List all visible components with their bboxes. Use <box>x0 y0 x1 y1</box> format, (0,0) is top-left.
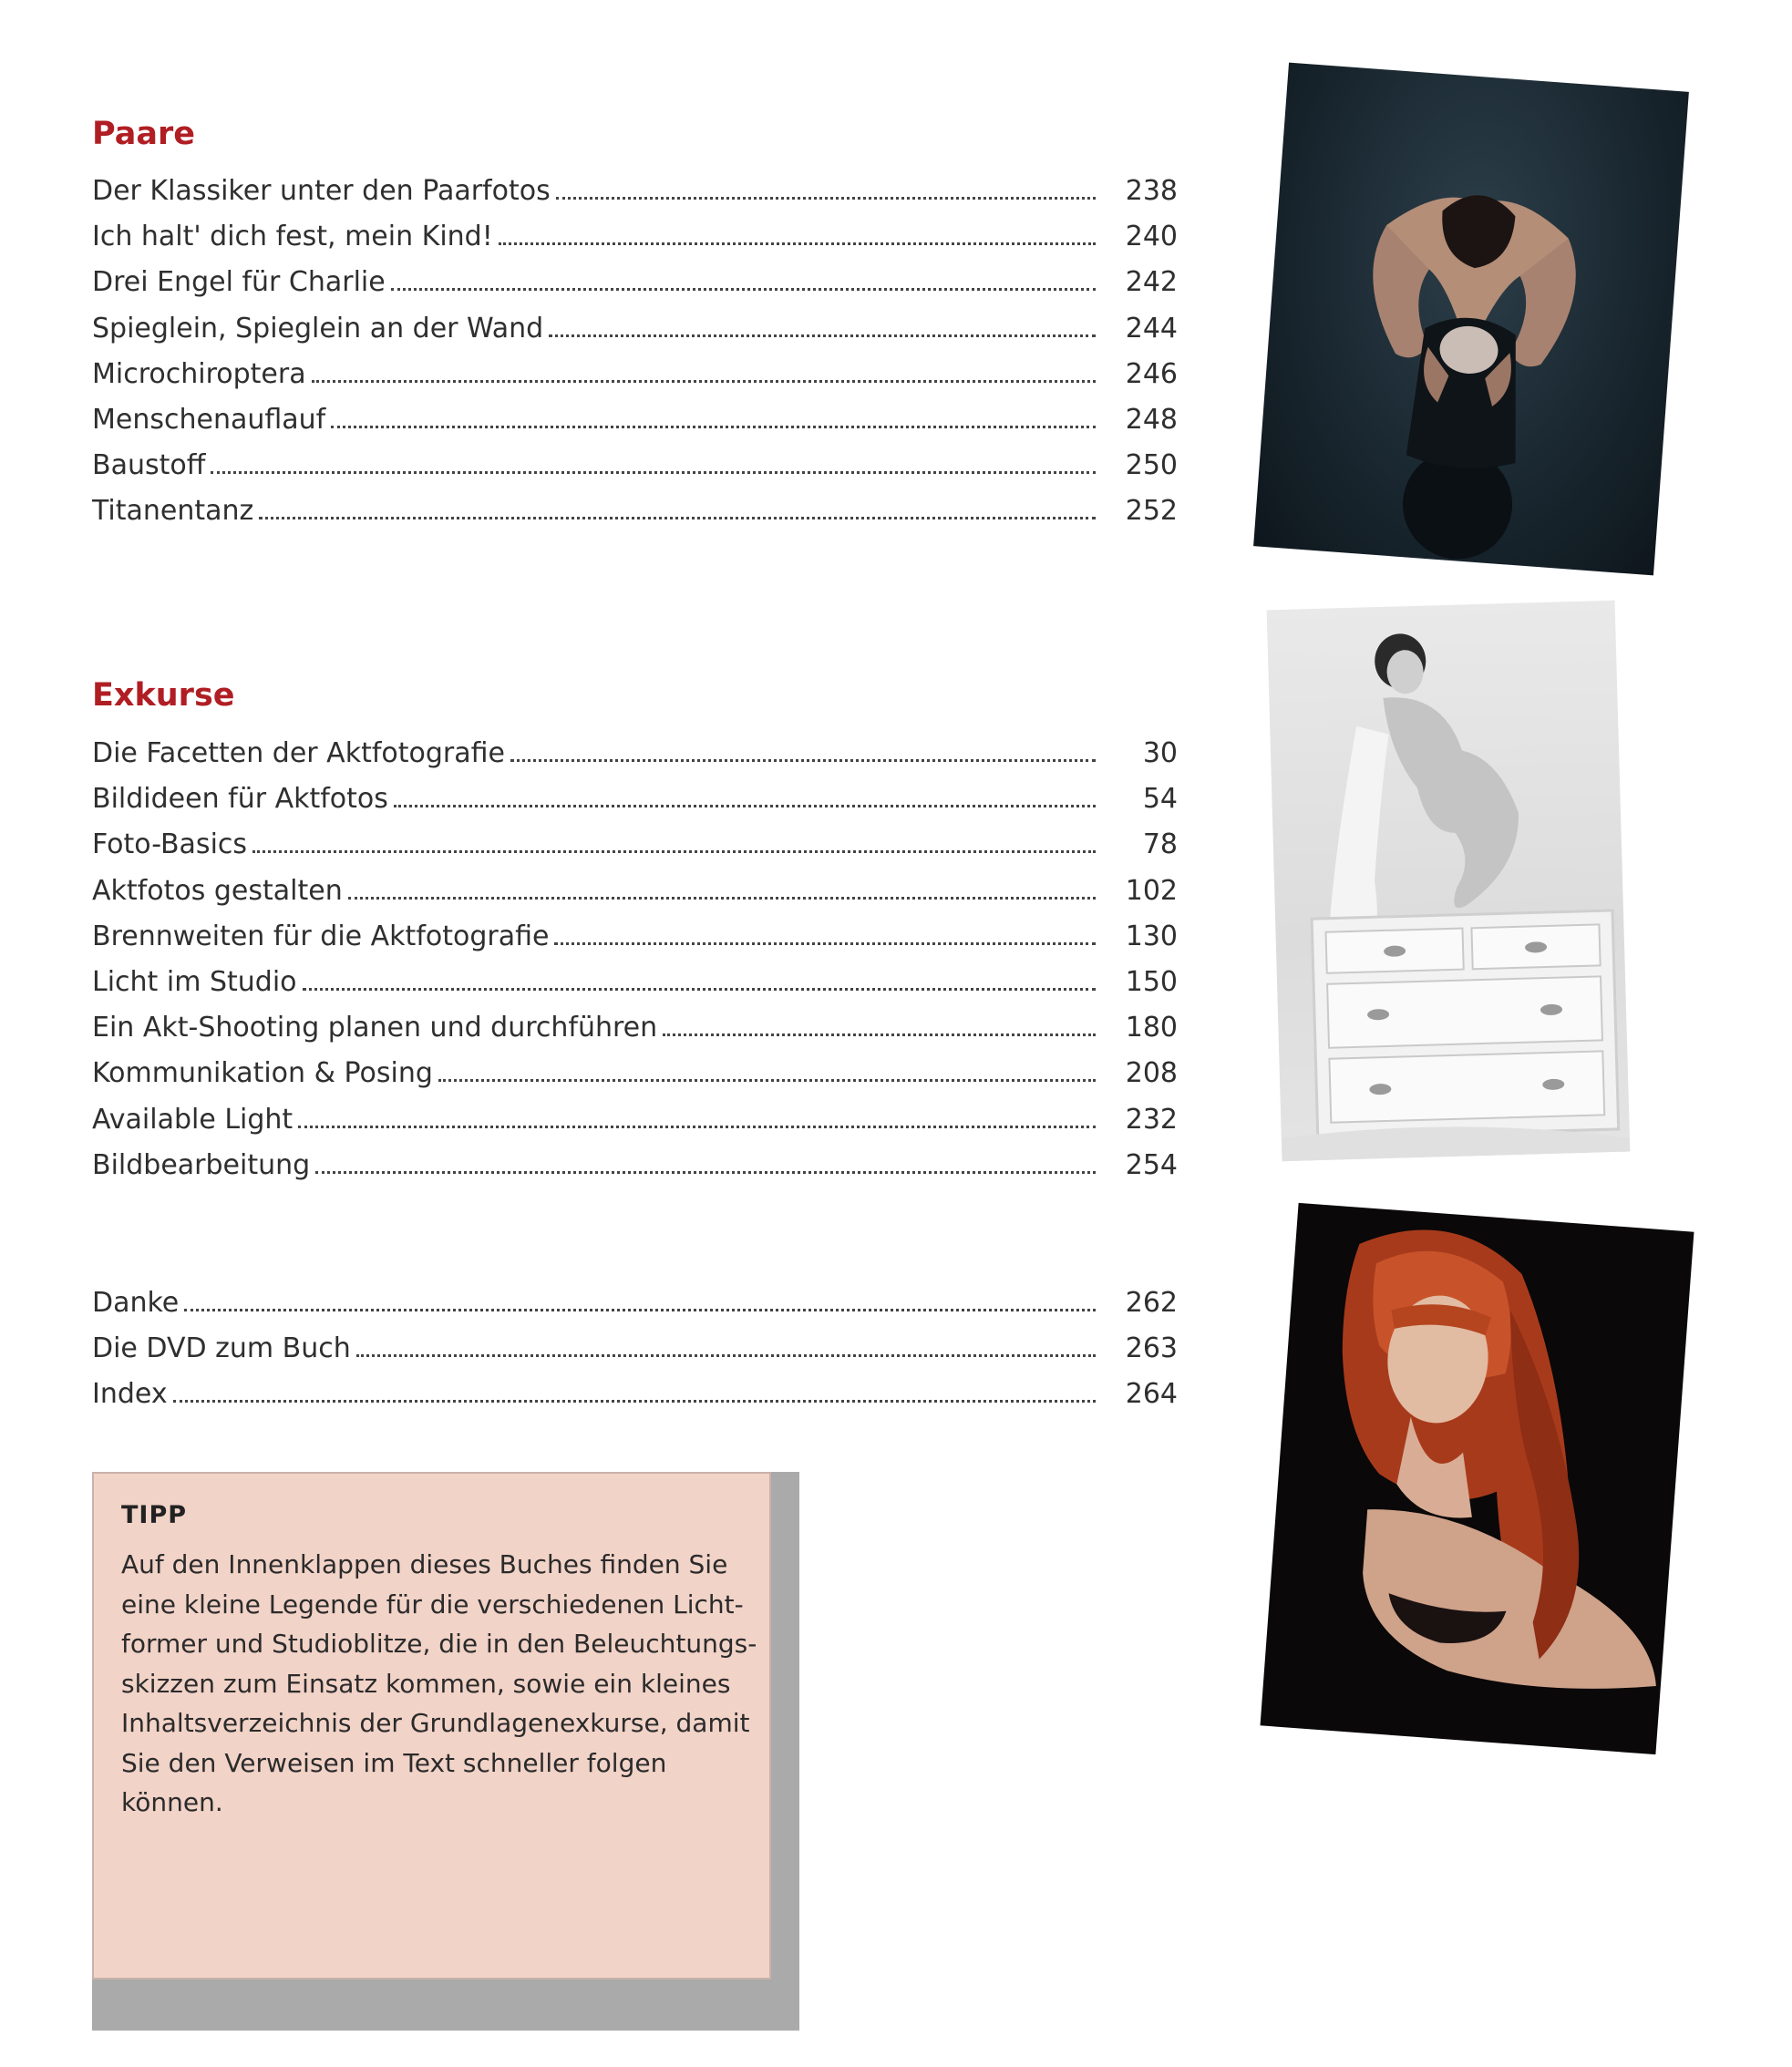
toc-list-exkurse <box>92 731 1178 1188</box>
toc-entry-title: Brennweiten für die Aktfotografie <box>92 920 550 952</box>
tip-text-line: Inhaltsverzeichnis der Grundlagenexkurse, damit <box>121 1708 750 1738</box>
toc-entry-page: 78 <box>1142 828 1178 861</box>
toc-entry-page: 252 <box>1125 495 1178 528</box>
couple-embrace-photo <box>1253 63 1689 576</box>
toc-entry[interactable] <box>92 443 1178 488</box>
toc-entry-page: 30 <box>1142 737 1178 769</box>
toc-entry-title: Menschenauflauf <box>92 403 326 436</box>
toc-entry[interactable] <box>92 1143 1178 1188</box>
toc-entry[interactable] <box>92 169 1178 214</box>
toc-list-misc <box>92 1280 1178 1418</box>
toc-entry[interactable] <box>92 1280 1178 1326</box>
woman-on-dresser-photo <box>1267 601 1631 1161</box>
tip-text <box>121 1545 759 1823</box>
toc-entry-page: 54 <box>1142 783 1178 816</box>
dot-leader <box>173 1400 1096 1403</box>
dot-leader <box>312 380 1096 383</box>
dot-leader <box>499 242 1096 245</box>
section-title-exkurse: Exkurse <box>92 677 235 714</box>
toc-entry[interactable] <box>92 1051 1178 1096</box>
toc-entry-page: 208 <box>1125 1057 1178 1090</box>
toc-entry-page: 130 <box>1125 920 1178 952</box>
dot-leader <box>356 1354 1096 1357</box>
toc-entry-title: Microchiroptera <box>92 357 306 390</box>
toc-entry-page: 264 <box>1125 1378 1178 1411</box>
redhead-portrait-photo <box>1261 1203 1694 1754</box>
redhead-portrait-illustration <box>1261 1203 1694 1754</box>
toc-entry-title: Ein Akt-Shooting planen und durchführen <box>92 1012 658 1044</box>
dot-leader <box>303 988 1096 991</box>
toc-entry[interactable] <box>92 214 1178 260</box>
toc-entry[interactable] <box>92 488 1178 534</box>
toc-entry-title: Foto-Basics <box>92 828 248 861</box>
toc-entry[interactable] <box>92 1097 1178 1143</box>
toc-entry[interactable] <box>92 960 1178 1005</box>
couple-embrace-illustration <box>1253 63 1689 576</box>
toc-entry-title: Danke <box>92 1287 180 1319</box>
toc-entry[interactable] <box>92 1372 1178 1417</box>
dot-leader <box>252 850 1096 853</box>
tip-text-line: skizzen zum Einsatz kommen, sowie ein kleines <box>121 1668 731 1699</box>
dot-leader <box>663 1034 1096 1036</box>
tip-text-line: eine kleine Legende für die verschiedenen Licht- <box>121 1589 744 1620</box>
toc-entry[interactable] <box>92 731 1178 776</box>
dot-leader <box>298 1126 1096 1128</box>
dot-leader <box>184 1309 1096 1311</box>
toc-entry-title: Available Light <box>92 1103 294 1136</box>
toc-entry-title: Bildbearbeitung <box>92 1148 311 1181</box>
toc-entry[interactable] <box>92 776 1178 822</box>
dot-leader <box>556 197 1096 200</box>
toc-entry-title: Kommunikation & Posing <box>92 1057 433 1090</box>
tip-text-line: Sie den Verweisen im Text schneller folgen können. <box>121 1747 667 1817</box>
toc-entry-page: 248 <box>1125 403 1178 436</box>
toc-entry-page: 242 <box>1125 266 1178 299</box>
toc-entry-title: Ich halt' dich fest, mein Kind! <box>92 221 493 253</box>
toc-entry-page: 102 <box>1125 874 1178 907</box>
toc-entry[interactable] <box>92 397 1178 443</box>
dot-leader <box>391 288 1096 291</box>
toc-entry-title: Die DVD zum Buch <box>92 1332 351 1365</box>
toc-list-paare <box>92 169 1178 535</box>
toc-entry-title: Die Facetten der Aktfotografie <box>92 737 505 769</box>
toc-entry-page: 262 <box>1125 1287 1178 1319</box>
toc-entry[interactable] <box>92 1326 1178 1372</box>
dot-leader <box>549 334 1096 337</box>
tip-text-line: former und Studioblitze, die in den Beleuchtungs- <box>121 1629 757 1659</box>
dot-leader <box>348 897 1096 900</box>
toc-entry-page: 250 <box>1125 449 1178 482</box>
toc-entry-page: 263 <box>1125 1332 1178 1365</box>
toc-entry[interactable] <box>92 822 1178 868</box>
toc-entry-title: Titanentanz <box>92 495 254 528</box>
toc-entry[interactable] <box>92 260 1178 305</box>
toc-entry-title: Licht im Studio <box>92 965 297 998</box>
toc-entry-title: Baustoff <box>92 449 206 482</box>
toc-entry-title: Aktfotos gestalten <box>92 874 343 907</box>
toc-entry-title: Bildideen für Aktfotos <box>92 783 388 816</box>
dot-leader <box>394 805 1096 807</box>
toc-entry[interactable] <box>92 1005 1178 1051</box>
toc-entry-title: Der Klassiker unter den Paarfotos <box>92 175 551 207</box>
dot-leader <box>211 471 1096 474</box>
dot-leader <box>315 1171 1096 1174</box>
toc-entry-page: 254 <box>1125 1148 1178 1181</box>
dot-leader <box>554 942 1096 945</box>
toc-entry[interactable] <box>92 306 1178 352</box>
toc-entry[interactable] <box>92 869 1178 914</box>
tip-box <box>92 1472 771 1980</box>
dot-leader <box>331 426 1096 428</box>
dot-leader <box>438 1079 1096 1082</box>
toc-entry-page: 244 <box>1125 312 1178 344</box>
toc-entry-page: 180 <box>1125 1012 1178 1044</box>
toc-entry-page: 238 <box>1125 175 1178 207</box>
toc-entry-title: Spieglein, Spieglein an der Wand <box>92 312 544 344</box>
toc-entry-page: 150 <box>1125 965 1178 998</box>
woman-on-dresser-illustration <box>1267 601 1631 1161</box>
toc-entry-title: Drei Engel für Charlie <box>92 266 386 299</box>
section-title-paare: Paare <box>92 116 195 152</box>
toc-entry[interactable] <box>92 352 1178 397</box>
dot-leader <box>510 759 1096 762</box>
dot-leader <box>259 517 1096 519</box>
toc-entry-page: 232 <box>1125 1103 1178 1136</box>
toc-entry-page: 240 <box>1125 221 1178 253</box>
toc-entry[interactable] <box>92 914 1178 960</box>
tip-text-line: Auf den Innenklappen dieses Buches finden Sie <box>121 1549 728 1579</box>
tip-title: TIPP <box>121 1501 188 1529</box>
toc-entry-title: Index <box>92 1378 168 1411</box>
toc-entry-page: 246 <box>1125 357 1178 390</box>
